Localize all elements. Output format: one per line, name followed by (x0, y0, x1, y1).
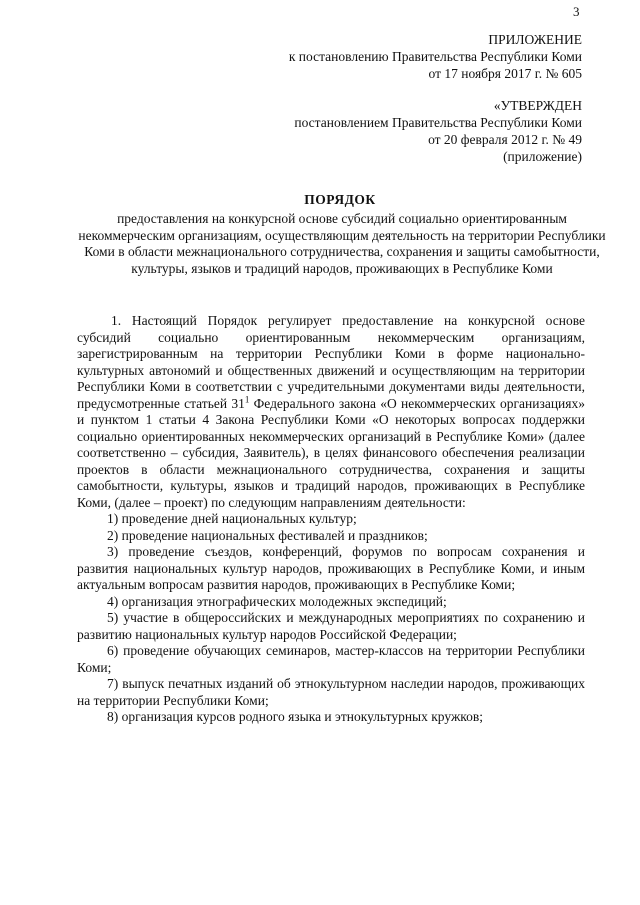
document-subtitle: предоставления на конкурсной основе субсидий социально ориентированным некоммерческим организациям, осуществляющим деятельность на территории Республики Коми в области межнационального сотрудничества, сохранения и защиты самобытности, культуры, языков и традиций народов, проживающих в Республике Коми (78, 211, 606, 276)
approval-stamp (294, 97, 582, 165)
list-item: 8) организация курсов родного языка и этнокультурных кружков; (107, 709, 484, 724)
page-number: 3 (573, 4, 580, 19)
paragraph-1-text-a: 1. Настоящий Порядок регулирует предоставление на конкурсной основе субсидий социально ориентированным некоммерческим организациям, зарегистрированным на территории Республики Коми в форме национально-культурных автономий и общественных движений и осуществляющим на территории Республики Коми в соответствии с учредительными документами виды деятельности, предусмотренные статьей 31 (77, 313, 585, 411)
document-body (77, 313, 585, 726)
list-item: 5) участие в общероссийских и международных мероприятиях по сохранению и развитию национальных культур народов Российской Федерации; (77, 610, 585, 642)
list-item: 2) проведение национальных фестивалей и праздников; (107, 527, 428, 543)
annex-date: от 17 ноября 2017 г. № 605 (428, 66, 582, 81)
approval-note: (приложение) (503, 149, 582, 164)
annex-title: ПРИЛОЖЕНИЕ (488, 32, 582, 47)
list-item: 1) проведение дней национальных культур; (107, 511, 357, 526)
list-item: 7) выпуск печатных изданий об этнокультурном наследии народов, проживающих на территории Республики Коми; (77, 676, 585, 708)
list-item: 3) проведение съездов, конференций, форумов по вопросам сохранения и развития национальных культур народов, проживающих в Республике Коми, и иным актуальным вопросам развития народов, проживающих в Республике Коми; (77, 544, 585, 592)
paragraph-1-superscript: 1 (244, 394, 250, 404)
list-item: 6) проведение обучающих семинаров, мастер-классов на территории Республики Коми; (77, 643, 585, 675)
paragraph-1 (77, 313, 585, 511)
approval-date: от 20 февраля 2012 г. № 49 (428, 132, 582, 147)
approval-reference: постановлением Правительства Республики Коми (294, 115, 582, 130)
annex-reference: к постановлению Правительства Республики Коми (288, 49, 582, 64)
paragraph-1-text-b: Федерального закона «О некоммерческих организациях» и пунктом 1 статьи 4 Закона Республики Коми «О некоторых вопросах поддержки социально ориентированных некоммерческих организаций в Республике Коми» (далее соответственно – субсидия, Заявитель), в целях финансового обеспечения реализации проектов в области межнационального сотрудничества, сохранения и защиты самобытности, культуры, языков и традиций народов, проживающих в Республике Коми, (далее – проект) по следующим направлениям деятельности: (77, 395, 585, 510)
list-item: 4) организация этнографических молодежных экспедиций; (107, 593, 447, 609)
approval-title: «УТВЕРЖДЕН (493, 98, 582, 113)
document-title: ПОРЯДОК (304, 192, 376, 207)
annex-header (289, 31, 582, 82)
